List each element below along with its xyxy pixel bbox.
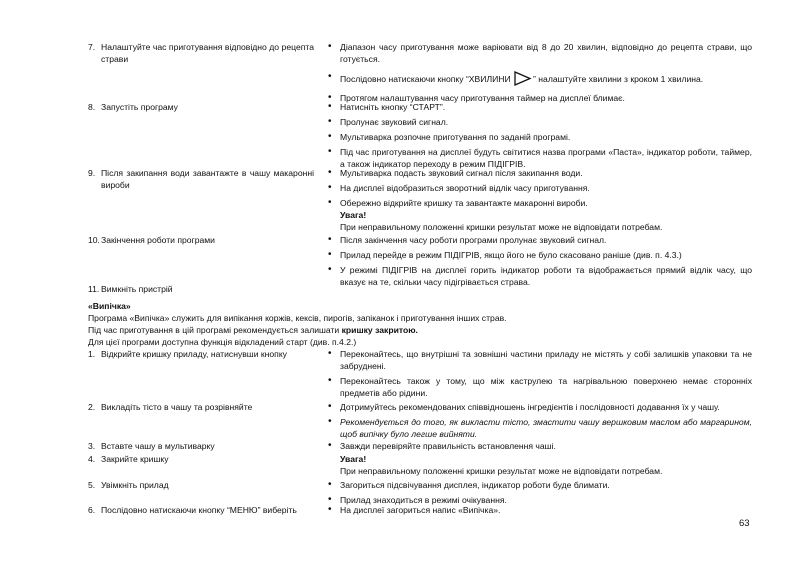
step-instruction [88,101,314,113]
step-instruction [88,167,314,190]
step-instruction [88,504,314,516]
paragraph-text: Під час приготування в цій програмі рекомендується залишати [88,325,342,335]
step-instruction [88,453,314,465]
warning-text: При неправильному положенні кришки результат може не відповідати потребам. [340,466,663,476]
step-bullets [328,504,752,519]
bullet-item: • Мультиварка розпочне приготування по заданій програмі. [328,131,752,143]
section-paragraph [88,324,752,336]
bullet-item: • Прилад перейде в режим ПІДІГРІВ, якщо його не було скасовано раніше (див. п. 4.3.) [328,249,752,261]
warning-title: Увага! [340,210,367,220]
step-bullets [328,234,752,291]
step-bullets [328,101,752,173]
bullet-item: • Переконайтесь також у тому, що між каструлею та нагрівальною поверхнею немає сторонніх предметів або рідини. [328,375,752,399]
step-text: Викладіть тісто в чашу та розрівняйте [101,402,253,412]
bullet-item: • Переконайтесь, що внутрішні та зовнішні частини приладу не містять у собі залишків упаковки та не забруднені. [328,348,752,372]
step-instruction [88,283,314,295]
warning-text: При неправильному положенні кришки результат може не відповідати потребам. [340,222,663,232]
bullet-item: • Прилад знаходиться в режимі очікування. [328,494,752,506]
step-text: Вимкніть пристрій [101,284,173,294]
step-text: Запустіть програму [101,102,178,112]
bullet-item: • Рекомендується до того, як викласти тісто, змастити чашу вершковим маслом або маргарином, щоб випічку було легше вийняти. [328,416,752,440]
step-number: 4. [88,454,96,464]
bullet-item: • Мультиварка подасть звуковий сигнал після закипання води. [328,167,752,179]
step-instruction [88,234,314,246]
bullet-item: • На дисплеї загориться напис «Випічка». [328,504,752,516]
paragraph-bold-text: кришку закритою. [341,325,418,335]
step-bullets [328,41,752,107]
bullet-item: • Загориться підсвічування дисплея, індикатор роботи буде блимати. [328,479,752,491]
bullet-text: ” налаштуйте хвилини з кроком 1 хвилина. [533,74,704,84]
step-text: Увімкніть прилад [101,480,169,490]
bullet-item: • Під час приготування на дисплеї будуть світитися назва програми «Паста», індикатор роботи, таймер, а також індикатор переходу в режим ПІДІГРІВ. [328,146,752,170]
step-bullets [328,167,752,233]
step-text: Вставте чашу в мультиварку [101,441,215,451]
step-number: 9. [88,168,96,178]
step-number: 3. [88,441,96,451]
section-paragraph: Для цієї програми доступна функція відкладений старт (див. п.4.2.) [88,337,357,347]
bullet-item [328,71,752,89]
step-number: 6. [88,505,96,515]
step-bullets [328,348,752,402]
step-number: 10. [88,235,100,245]
warning-title: Увага! [340,454,367,464]
step-bullets [328,440,752,477]
step-instruction [88,401,314,413]
step-text: Закінчення роботи програми [101,235,215,245]
bullet-item: • Після закінчення часу роботи програми пролунає звуковий сигнал. [328,234,752,246]
bullet-item: • На дисплеї відобразиться зворотний відлік часу приготування. [328,182,752,194]
step-text: Послідовно натискаючи кнопку “МЕНЮ” виберіть [101,505,297,515]
bullet-text: Послідовно натискаючи кнопку “ХВИЛИНИ [340,74,514,84]
bullet-item: • Завжди перевіряйте правильність встановлення чаші. [328,440,752,452]
step-number: 8. [88,102,96,112]
bullet-item: • Дотримуйтесь рекомендованих співвідношень інгредієнтів і послідовності додавання їх у чашу. [328,401,752,413]
step-instruction [88,479,314,491]
play-triangle-icon [514,71,532,89]
bullet-item: • Натисніть кнопку “СТАРТ”. [328,101,752,113]
page-number: 63 [739,518,750,529]
step-instruction [88,348,314,360]
step-number: 2. [88,402,96,412]
step-text: Після закипання води завантажте в чашу макаронні вироби [101,168,314,190]
step-text: Налаштуйте час приготування відповідно до рецепта страви [101,42,314,64]
bullet-item: • Протягом налаштування часу приготування таймер на дисплеї блимає. [328,92,752,104]
step-number: 1. [88,349,96,359]
step-instruction [88,41,314,64]
step-text: Закрийте кришку [101,454,169,464]
bullet-item: • У режимі ПІДІГРІВ на дисплеї горить індикатор роботи та відображається прямий відлік часу, що вказує на те, скільки часу підігрівається страва. [328,264,752,288]
section-title: «Випічка» [88,301,131,311]
bullet-item: • Пролунає звуковий сигнал. [328,116,752,128]
bullet-item: • Діапазон часу приготування може варіювати від 8 до 20 хвилин, відповідно до рецепта страви, що готується. [328,41,752,65]
step-number: 5. [88,480,96,490]
step-number: 7. [88,42,96,52]
step-text: Відкрийте кришку приладу, натиснувши кнопку [101,349,287,359]
step-number: 11. [88,284,100,294]
step-instruction [88,440,314,452]
bullet-item: • Обережно відкрийте кришку та завантажте макаронні вироби. [328,197,752,209]
step-bullets [328,401,752,443]
section-paragraph: Програма «Випічка» служить для випікання коржів, кексів, пирогів, запіканок і приготування інших страв. [88,313,507,323]
